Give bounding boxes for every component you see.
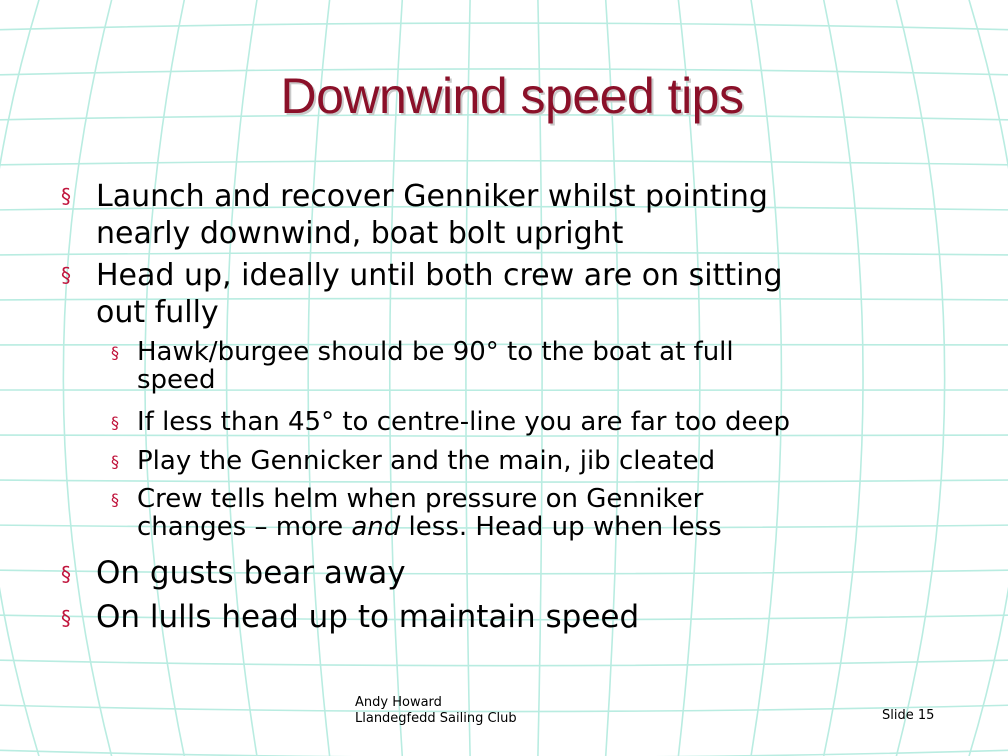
sub-bullet-marker: § <box>111 343 119 362</box>
bullet-gusts: On gusts bear away <box>96 555 406 591</box>
sub-bullet-marker: § <box>111 413 119 432</box>
bullet-marker: § <box>61 184 71 208</box>
sub-bullet-line: Crew tells helm when pressure on Genniker <box>137 484 704 514</box>
sub-bullet-crew-tells-helm <box>137 484 987 543</box>
bullet-head-up <box>96 256 976 333</box>
bullet-lulls: On lulls head up to maintain speed <box>96 599 640 635</box>
sub-bullet-marker: § <box>111 452 119 471</box>
sub-bullet-less-than-45 <box>137 407 987 438</box>
sub-bullet-hawk-burgee <box>137 337 987 396</box>
footer-author-name: Andy Howard <box>355 695 442 710</box>
sub-bullet-line: speed <box>137 365 216 395</box>
text-segment: changes – more <box>137 512 352 542</box>
sub-bullet-play-gennicker <box>137 446 987 477</box>
sub-bullet-line: If less than 45° to centre-line you are far too deep <box>137 407 791 437</box>
emphasis-text: and <box>351 512 401 542</box>
text-segment: less. Head up when less <box>400 512 722 542</box>
sub-bullet-line: Play the Gennicker and the main, jib cleated <box>137 446 716 476</box>
footer-author <box>355 695 517 727</box>
bullet-line: nearly downwind, boat bolt upright <box>96 216 624 251</box>
sub-bullet-line <box>137 512 987 543</box>
sub-bullet-line: Hawk/burgee should be 90° to the boat at full <box>137 337 734 367</box>
bullet-launch-recover <box>96 177 976 254</box>
footer-club-name: Llandegfedd Sailing Club <box>355 711 517 726</box>
bullet-marker: § <box>61 562 71 586</box>
slide-title: Downwind speed tips <box>280 68 744 124</box>
bullet-line: out fully <box>96 295 219 330</box>
bullet-marker: § <box>61 606 71 630</box>
bullet-line: Launch and recover Genniker whilst pointing <box>96 179 768 214</box>
bullet-line: Head up, ideally until both crew are on sitting <box>96 258 783 293</box>
footer-slide-number: Slide 15 <box>882 708 935 723</box>
sub-bullet-marker: § <box>111 490 119 509</box>
bullet-marker: § <box>61 263 71 287</box>
